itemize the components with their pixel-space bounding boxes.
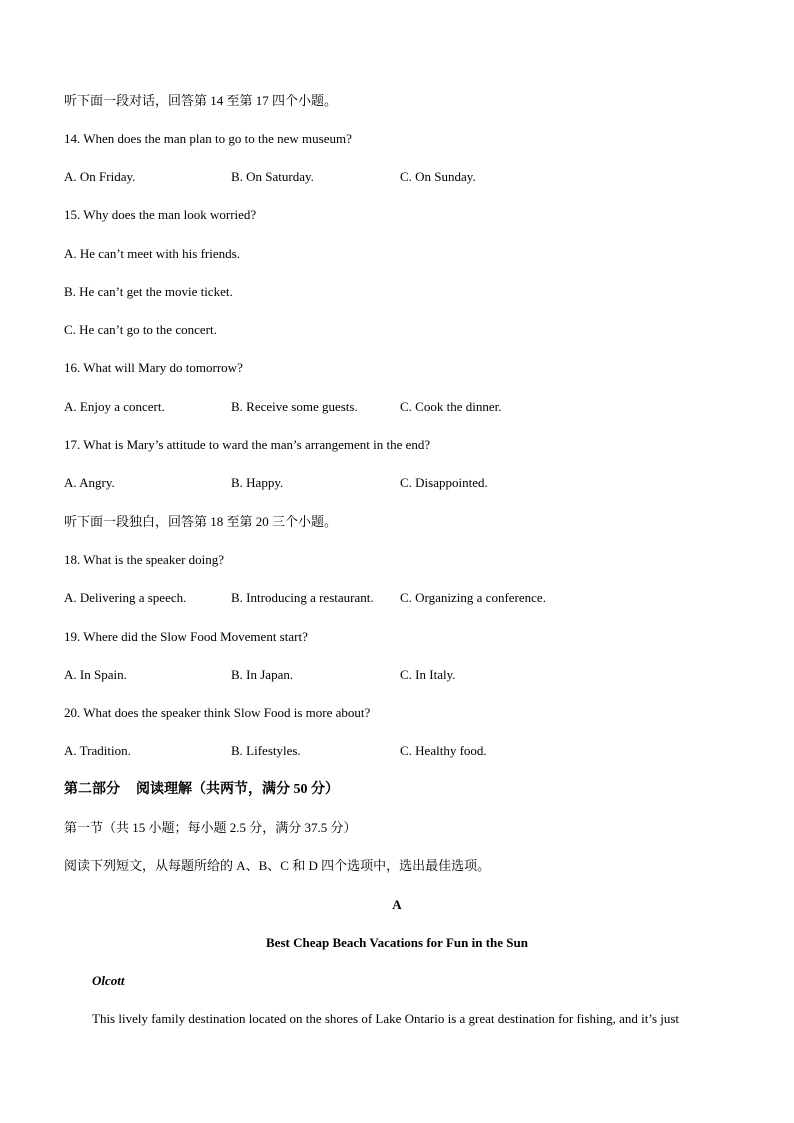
q17-option-c: C. Disappointed.: [400, 475, 488, 490]
q20-option-c: C. Healthy food.: [400, 743, 487, 758]
q16-option-a: A. Enjoy a concert.: [64, 399, 165, 414]
q19-option-b: B. In Japan.: [231, 667, 294, 682]
passage-subheading: Olcott: [92, 973, 125, 988]
q17-option-a: A. Angry.: [64, 475, 115, 490]
part-label: 第二部分: [64, 782, 120, 797]
question-14-stem: 14. When does the man plan to go to the new museum?: [64, 131, 352, 146]
passage-body-line: This lively family destination located on the shores of Lake Ontario is a great destination for fishing, and it’s just: [92, 1011, 680, 1026]
q20-option-a: A. Tradition.: [64, 743, 131, 758]
passage-letter: A: [392, 897, 402, 912]
part-title: 阅读理解（共两节，满分 50 分）: [136, 782, 339, 797]
q15-option-c: C. He can’t go to the concert.: [64, 322, 217, 337]
q16-option-c: C. Cook the dinner.: [400, 399, 502, 414]
q15-option-a: A. He can’t meet with his friends.: [64, 246, 240, 261]
q19-option-c: C. In Italy.: [400, 667, 456, 682]
section-one-line: 第一节（共 15 小题；每小题 2.5 分，满分 37.5 分）: [64, 820, 357, 835]
q14-option-b: B. On Saturday.: [231, 169, 314, 184]
question-15-stem: 15. Why does the man look worried?: [64, 207, 257, 222]
question-19-stem: 19. Where did the Slow Food Movement start?: [64, 629, 308, 644]
q14-option-c: C. On Sunday.: [400, 169, 476, 184]
part-two-heading: [64, 781, 339, 799]
q19-option-a: A. In Spain.: [64, 667, 127, 682]
q18-option-a: A. Delivering a speech.: [64, 590, 187, 605]
q18-option-b: B. Introducing a restaurant.: [231, 590, 374, 605]
question-20-stem: 20. What does the speaker think Slow Food is more about?: [64, 705, 371, 720]
q16-option-b: B. Receive some guests.: [231, 399, 358, 414]
question-17-stem: 17. What is Mary’s attitude to ward the man’s arrangement in the end?: [64, 437, 431, 452]
monologue-instruction: 听下面一段独白，回答第 18 至第 20 三个小题。: [64, 514, 338, 529]
dialogue-instruction: 听下面一段对话，回答第 14 至第 17 四个小题。: [64, 93, 338, 108]
question-16-stem: 16. What will Mary do tomorrow?: [64, 360, 243, 375]
passage-title: Best Cheap Beach Vacations for Fun in the Sun: [266, 935, 528, 950]
q17-option-b: B. Happy.: [231, 475, 284, 490]
q18-option-c: C. Organizing a conference.: [400, 590, 546, 605]
q14-option-a: A. On Friday.: [64, 169, 136, 184]
q20-option-b: B. Lifestyles.: [231, 743, 301, 758]
reading-instruction: 阅读下列短文，从每题所给的 A、B、C 和 D 四个选项中，选出最佳选项。: [64, 858, 491, 873]
question-18-stem: 18. What is the speaker doing?: [64, 552, 225, 567]
q15-option-b: B. He can’t get the movie ticket.: [64, 284, 233, 299]
